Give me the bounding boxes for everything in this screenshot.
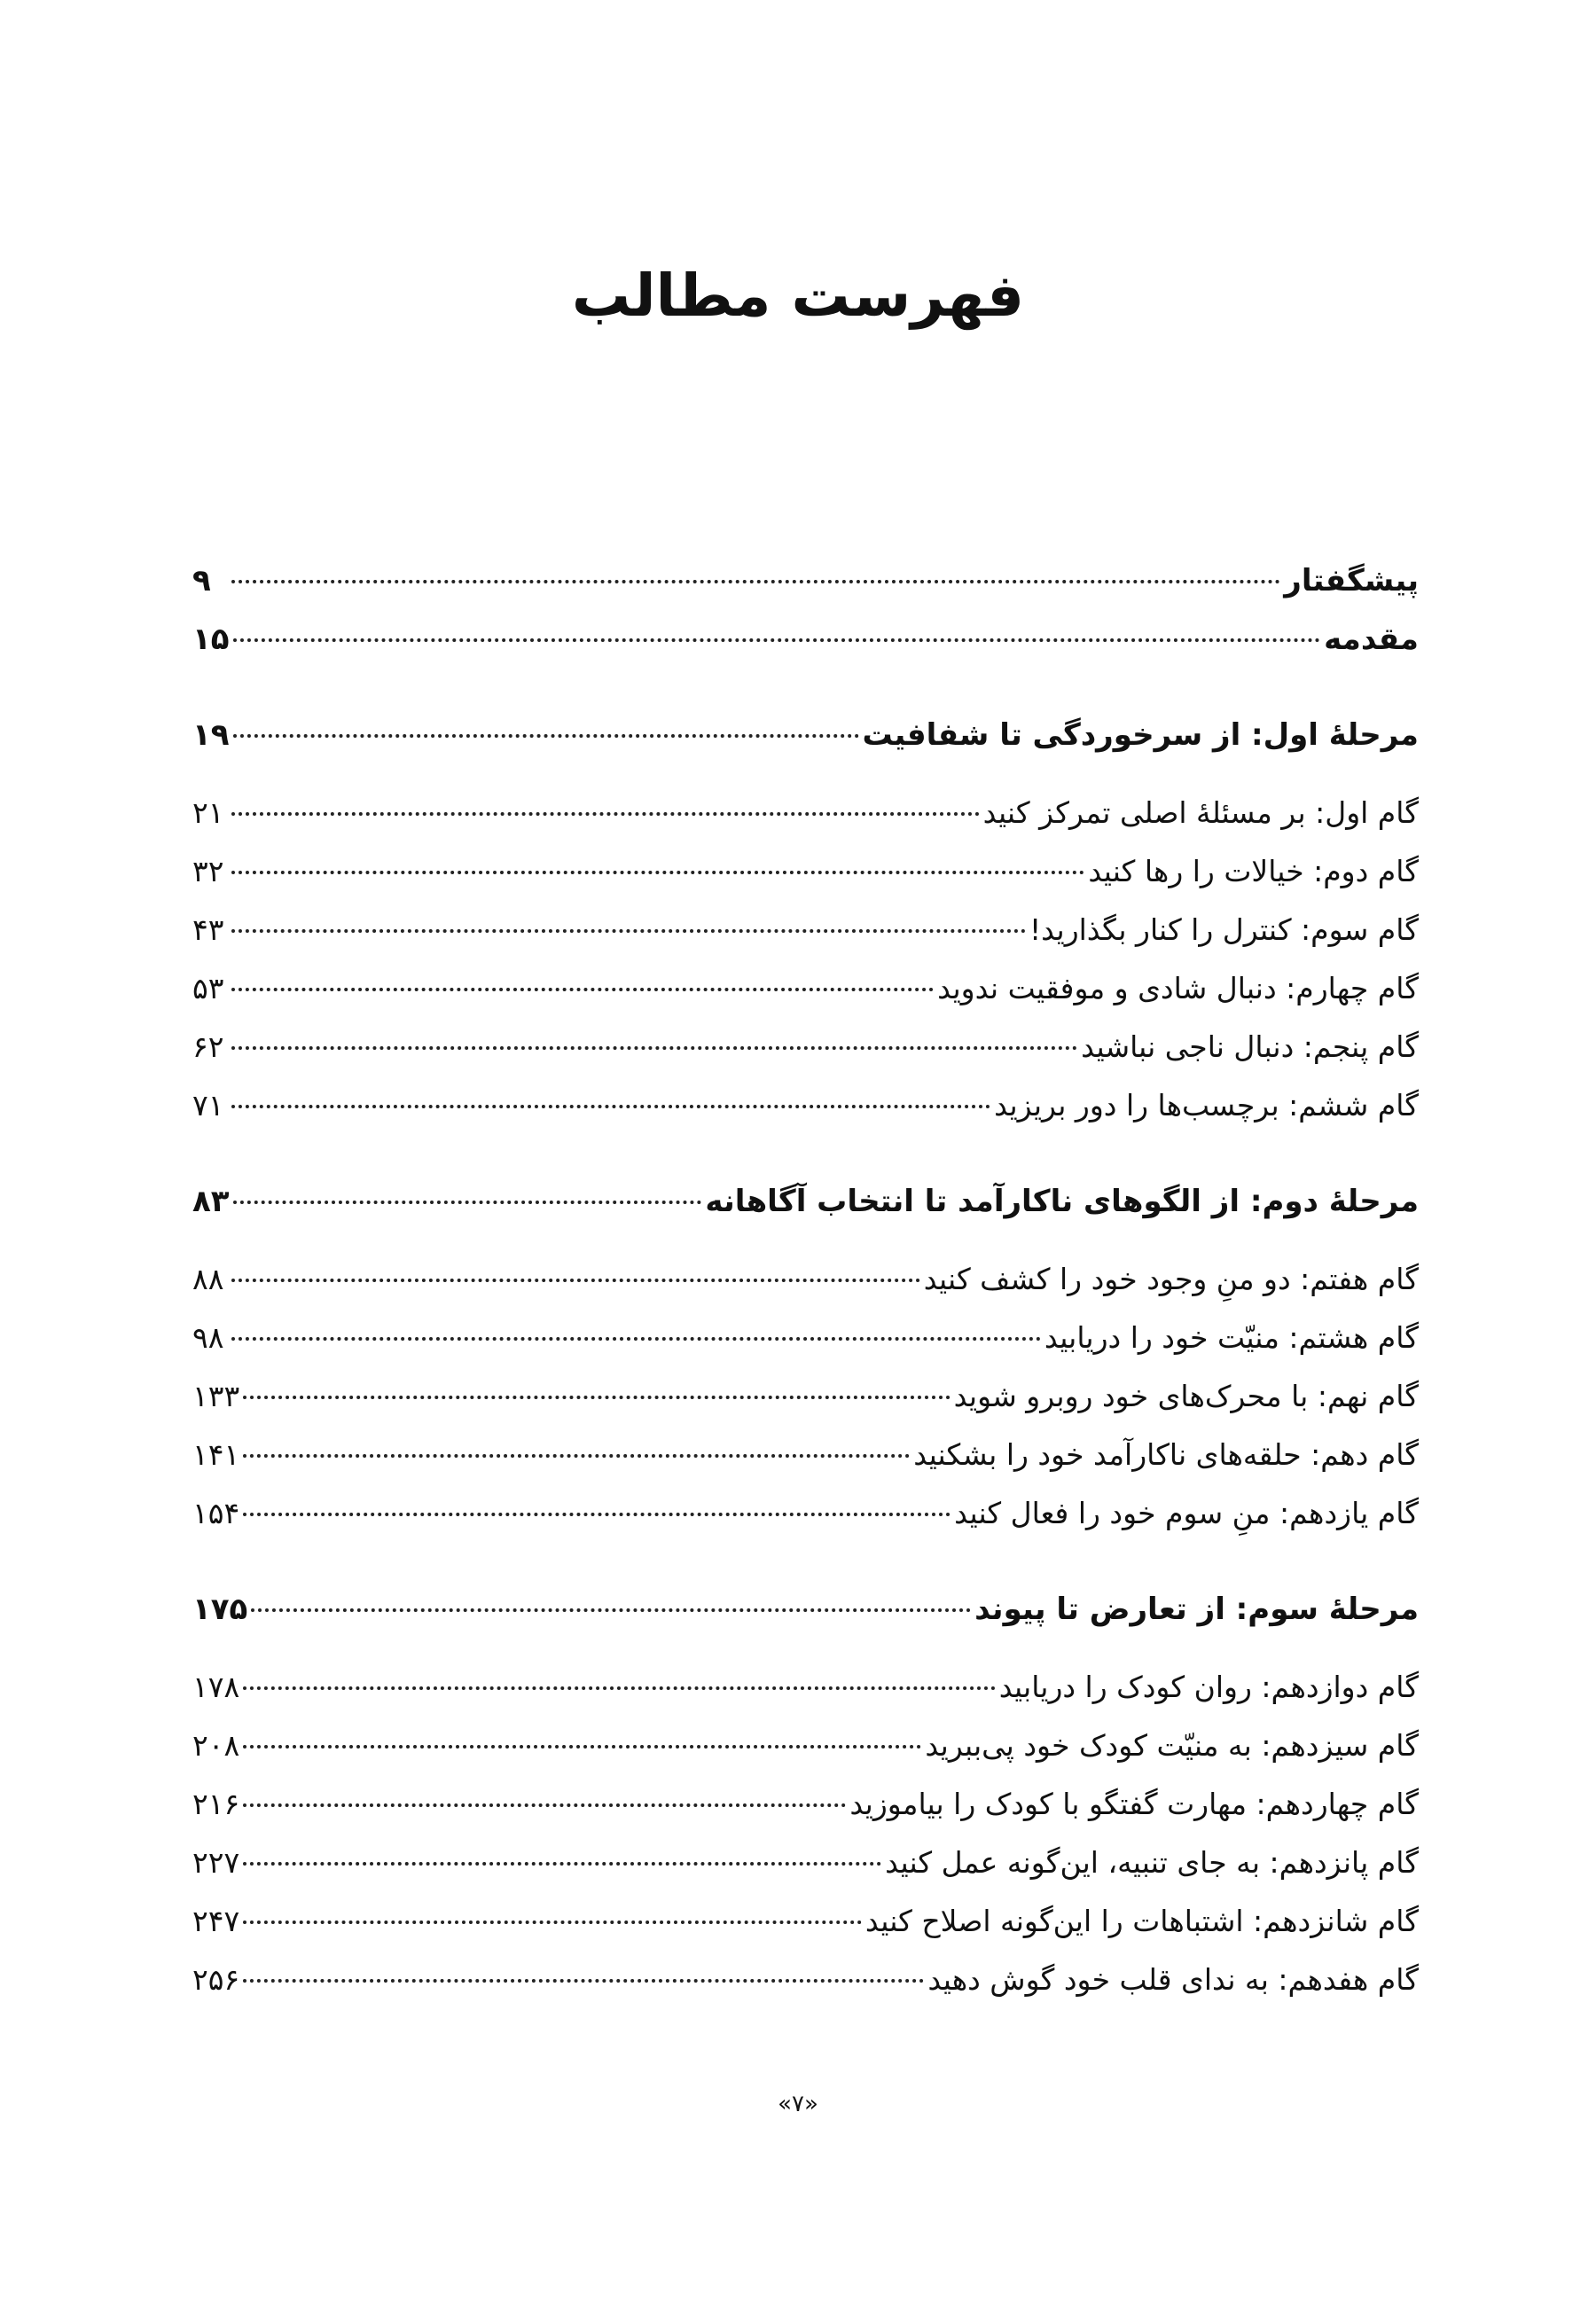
- entry-page: ۱۵۴: [192, 1496, 240, 1530]
- entry-label: مرحلهٔ سوم: از تعارض تا پیوند: [974, 1592, 1419, 1627]
- dot-leader: [231, 1279, 920, 1282]
- entry-page: ۲۱۶: [192, 1787, 240, 1821]
- dot-leader: [233, 1201, 702, 1204]
- page-title: فهرست مطالب: [571, 262, 1025, 330]
- entry-label: گام هفدهم: به ندای قلب خود گوش دهید: [927, 1962, 1419, 1997]
- entry-label: گام دهم: حلقه‌های ناکارآمد خود را بشکنید: [913, 1437, 1419, 1472]
- entry-label: گام چهاردهم: مهارت گفتگو با کودک را بیاموزید: [849, 1787, 1419, 1821]
- toc-entry[interactable]: [192, 1658, 1419, 1717]
- entry-label: گام سوم: کنترل را کنار بگذارید!: [1029, 912, 1419, 947]
- toc-entry[interactable]: [192, 784, 1419, 842]
- entry-page: ۶۲: [192, 1029, 224, 1064]
- entry-label: گام هشتم: منیّت خود را دریابید: [1044, 1320, 1419, 1355]
- dot-leader: [243, 1454, 910, 1458]
- entry-label: گام نهم: با محرک‌های خود روبرو شوید: [953, 1379, 1419, 1413]
- entry-page: ۲۱: [192, 795, 224, 830]
- toc-entry[interactable]: [192, 1426, 1419, 1484]
- table-of-contents: [192, 552, 1419, 2009]
- entry-page: ۸۸: [192, 1262, 224, 1296]
- dot-leader: [231, 1337, 1041, 1341]
- entry-page: ۱۹: [192, 717, 230, 753]
- dot-leader: [231, 1046, 1077, 1050]
- entry-label: گام دوازدهم: روان کودک را دریابید: [998, 1670, 1419, 1704]
- toc-entry[interactable]: [192, 1834, 1419, 1892]
- toc-entry[interactable]: [192, 1076, 1419, 1135]
- page-number: «۷»: [778, 2091, 818, 2117]
- toc-entry[interactable]: [192, 1892, 1419, 1951]
- dot-leader: [233, 734, 859, 738]
- toc-entry[interactable]: [192, 1250, 1419, 1309]
- dot-leader: [243, 1396, 950, 1399]
- toc-entry[interactable]: [192, 1951, 1419, 2009]
- dot-leader: [243, 1862, 881, 1866]
- toc-entry[interactable]: [192, 959, 1419, 1018]
- dot-leader: [233, 638, 1321, 642]
- entry-page: ۱۴۱: [192, 1437, 240, 1472]
- dot-leader: [231, 988, 934, 991]
- dot-leader: [231, 580, 1280, 583]
- entry-label: گام پنجم: دنبال ناجی نباشید: [1081, 1029, 1419, 1064]
- entry-page: ۲۰۸: [192, 1728, 240, 1763]
- toc-entry[interactable]: [192, 842, 1419, 901]
- dot-leader: [243, 1979, 924, 1983]
- dot-leader: [243, 1513, 951, 1516]
- toc-stage-2[interactable]: [192, 1172, 1419, 1231]
- entry-page: ۱۷۵: [192, 1592, 248, 1627]
- toc-entry[interactable]: [192, 1484, 1419, 1543]
- entry-page: ۴۳: [192, 912, 224, 947]
- entry-label: گام چهارم: دنبال شادی و موفقیت ندوید: [937, 971, 1419, 1005]
- toc-entry[interactable]: [192, 1717, 1419, 1775]
- entry-page: ۱۷۸: [192, 1670, 240, 1704]
- toc-stage-1[interactable]: [192, 706, 1419, 764]
- entry-page: ۱۳۳: [192, 1379, 240, 1413]
- entry-label: گام ششم: برچسب‌ها را دور بریزید: [994, 1088, 1419, 1123]
- entry-label: گام سیزدهم: به منیّت کودک خود پی‌ببرید: [925, 1728, 1419, 1763]
- entry-page: ۵۳: [192, 971, 224, 1005]
- entry-label: پیشگفتار: [1284, 563, 1419, 598]
- entry-page: ۳۲: [192, 854, 224, 888]
- entry-label: مرحلهٔ دوم: از الگوهای ناکارآمد تا انتخاب آگاهانه: [705, 1184, 1419, 1219]
- toc-entry[interactable]: [192, 1367, 1419, 1426]
- entry-page: ۹۸: [192, 1320, 224, 1355]
- entry-page: ۱۵: [192, 622, 230, 657]
- toc-entry[interactable]: [192, 1309, 1419, 1367]
- entry-page: ۲۴۷: [192, 1904, 240, 1938]
- entry-label: گام دوم: خیالات را رها کنید: [1088, 854, 1419, 888]
- entry-page: ۲۵۶: [192, 1962, 240, 1997]
- entry-page: ۲۲۷: [192, 1845, 240, 1880]
- entry-label: مرحلهٔ اول: از سرخوردگی تا شفافیت: [862, 717, 1419, 753]
- entry-page: ۸۳: [192, 1184, 230, 1219]
- entry-page: ۷۱: [192, 1088, 224, 1123]
- entry-label: گام یازدهم: منِ سوم خود را فعال کنید: [954, 1496, 1419, 1530]
- dot-leader: [231, 929, 1026, 933]
- toc-entry[interactable]: [192, 901, 1419, 959]
- toc-entry-preface[interactable]: [192, 552, 1419, 610]
- dot-leader: [231, 871, 1084, 874]
- dot-leader: [243, 1921, 862, 1924]
- dot-leader: [243, 1686, 996, 1690]
- dot-leader: [243, 1803, 846, 1807]
- toc-entry[interactable]: [192, 1775, 1419, 1834]
- dot-leader: [231, 1105, 990, 1108]
- dot-leader: [231, 812, 980, 816]
- entry-label: گام اول: بر مسئلهٔ اصلی تمرکز کنید: [982, 795, 1419, 830]
- entry-page: ۹: [192, 563, 211, 598]
- entry-label: گام هفتم: دو منِ وجود خود را کشف کنید: [923, 1262, 1419, 1296]
- dot-leader: [243, 1745, 921, 1748]
- toc-entry[interactable]: [192, 1018, 1419, 1076]
- entry-label: گام پانزدهم: به جای تنبیه، این‌گونه عمل کنید: [885, 1845, 1419, 1880]
- dot-leader: [251, 1608, 971, 1612]
- toc-entry-introduction[interactable]: [192, 610, 1419, 669]
- entry-label: مقدمه: [1324, 622, 1419, 657]
- toc-stage-3[interactable]: [192, 1580, 1419, 1639]
- entry-label: گام شانزدهم: اشتباهات را این‌گونه اصلاح کنید: [864, 1904, 1419, 1938]
